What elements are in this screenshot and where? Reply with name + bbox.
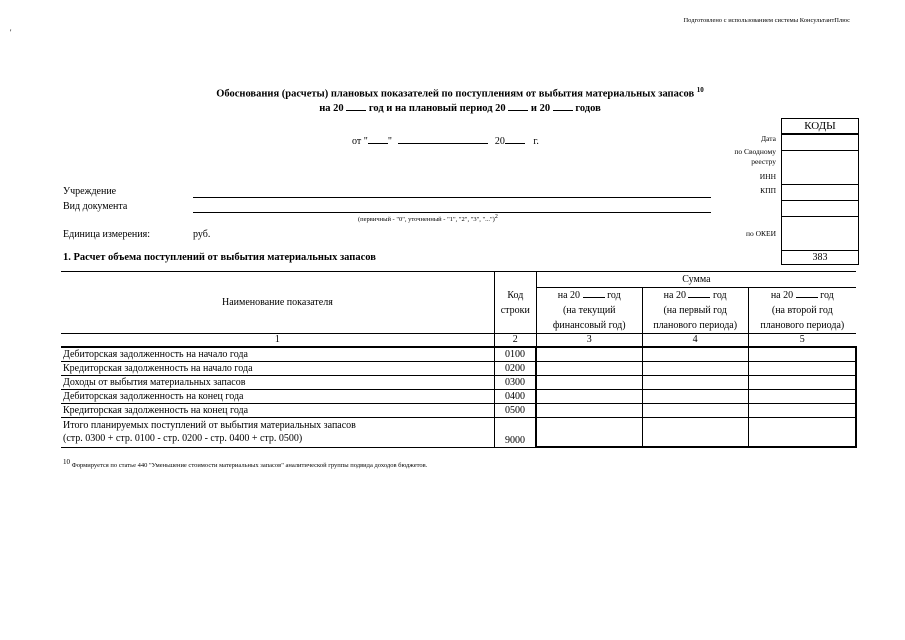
calculation-table [61,271,857,448]
row-code: 0300 [494,376,536,390]
value-cell[interactable] [536,404,642,418]
unit-label: Единица измерения: [63,229,150,240]
footnote-mark: 10 [63,458,70,466]
value-cell[interactable] [536,347,642,362]
title-line-2c: и 20 [530,102,551,114]
codes-box [781,118,859,265]
row-code: 0400 [494,390,536,404]
header-col-4-c: (на первый год планового периода) [653,305,738,331]
total-row-code: 9000 [494,418,536,448]
doc-type-hint [358,214,498,223]
year-blank[interactable] [583,288,605,298]
value-cell[interactable] [748,418,856,448]
table-row [61,362,856,376]
row-name: Дебиторская задолженность на конец года [61,390,494,404]
value-cell[interactable] [536,362,642,376]
table-row-total [61,418,856,448]
header-sum: Сумма [536,272,856,288]
header-col-3-c: (на текущий финансовый год) [552,305,626,331]
header-col-3 [536,288,642,334]
row-name: Доходы от выбытия материальных запасов [61,376,494,390]
code-inn-field[interactable] [782,184,858,200]
column-number: 5 [748,334,856,348]
value-cell[interactable] [642,404,748,418]
footnote [63,458,427,469]
header-col-4 [642,288,748,334]
row-name: Дебиторская задолженность на начало года [61,347,494,362]
title-line-2b: год и на плановый период 20 [368,102,506,114]
header-col-5 [748,288,856,334]
day-blank[interactable] [368,134,388,144]
year-blank[interactable] [688,288,710,298]
header-col-4-b: год [712,290,727,301]
stray-mark: ' [10,28,12,37]
column-number: 2 [494,334,536,348]
row-code: 0100 [494,347,536,362]
code-registry-field[interactable] [782,150,858,184]
value-cell[interactable] [536,390,642,404]
code-okei-field[interactable]: 383 [782,250,858,264]
date-quote: " [387,136,392,147]
code-date-field[interactable] [782,133,858,150]
codes-label-okei: по ОКЕИ [745,229,776,238]
codes-label-date: Дата [761,134,776,143]
column-number: 4 [642,334,748,348]
institution-field[interactable] [193,197,711,198]
doc-type-label: Вид документа [63,201,128,212]
header-col-3-a: на 20 [557,290,581,301]
header-col-3-b: год [607,290,621,301]
table-row [61,390,856,404]
source-note: Подготовлено с использованием системы КонсультантПлюс [683,17,850,24]
footnote-text: Формируется по статье 440 "Уменьшение стоимости материальных запасов" аналитической группы подвида доходов бюджетов. [71,462,428,470]
table-row [61,347,856,362]
value-cell[interactable] [642,390,748,404]
codes-label-kpp: КПП [760,186,776,195]
value-cell[interactable] [642,418,748,448]
header-code: Код строки [494,272,536,334]
value-cell[interactable] [748,404,856,418]
date-year-prefix: 20 [494,136,505,147]
date-from-label: от " [352,136,368,147]
value-cell[interactable] [748,376,856,390]
codes-header: КОДЫ [804,120,836,132]
institution-label: Учреждение [63,186,117,197]
value-cell[interactable] [642,347,748,362]
document-title [180,84,740,115]
total-row-name-line2: (стр. 0300 + стр. 0100 - стр. 0200 - стр. 0400 + стр. 0500) [63,433,303,445]
value-cell[interactable] [642,362,748,376]
codes-label-inn: ИНН [759,172,776,181]
year-blank[interactable] [508,101,528,111]
row-name: Кредиторская задолженность на конец года [61,404,494,418]
row-name: Кредиторская задолженность на начало года [61,362,494,376]
value-cell[interactable] [536,418,642,448]
year-blank[interactable] [346,101,366,111]
header-col-4-a: на 20 [663,290,686,301]
code-kpp-field[interactable] [782,200,858,216]
row-code: 0200 [494,362,536,376]
row-code: 0500 [494,404,536,418]
header-col-5-c: (на второй год планового периода) [760,305,845,331]
year-blank[interactable] [553,101,573,111]
value-cell[interactable] [748,347,856,362]
column-number: 1 [61,334,494,348]
date-year-blank[interactable] [505,134,525,144]
total-row-name [61,418,494,448]
document-date [352,134,539,147]
doc-type-hint-text: (первичный - "0", уточненный - "1", "2", "3", "...") [358,216,495,224]
doc-type-hint-mark: 2 [494,214,498,220]
title-line-2a: на 20 [319,102,344,114]
section-title: 1. Расчет объема поступлений от выбытия материальных запасов [63,252,376,263]
codes-label-registry: по Сводному реестру [734,147,776,166]
value-cell[interactable] [748,362,856,376]
value-cell[interactable] [748,390,856,404]
unit-value: руб. [193,229,211,240]
title-line-2d: годов [575,102,601,114]
header-col-5-b: год [820,290,834,301]
doc-type-field[interactable] [193,212,711,213]
table-row [61,404,856,418]
title-footnote-mark: 10 [696,86,704,94]
year-blank[interactable] [796,288,818,298]
month-blank[interactable] [398,134,488,144]
value-cell[interactable] [536,376,642,390]
header-name: Наименование показателя [61,272,494,334]
table-row [61,376,856,390]
code-doc-type-field[interactable] [782,216,858,250]
value-cell[interactable] [642,376,748,390]
date-suffix: г. [533,136,539,147]
column-number: 3 [536,334,642,348]
title-line-1: Обоснования (расчеты) плановых показателей по поступлениям от выбытия материальных запасов [216,88,695,100]
header-col-5-a: на 20 [770,290,794,301]
total-row-name-line1: Итого планируемых поступлений от выбытия материальных запасов [63,420,356,432]
